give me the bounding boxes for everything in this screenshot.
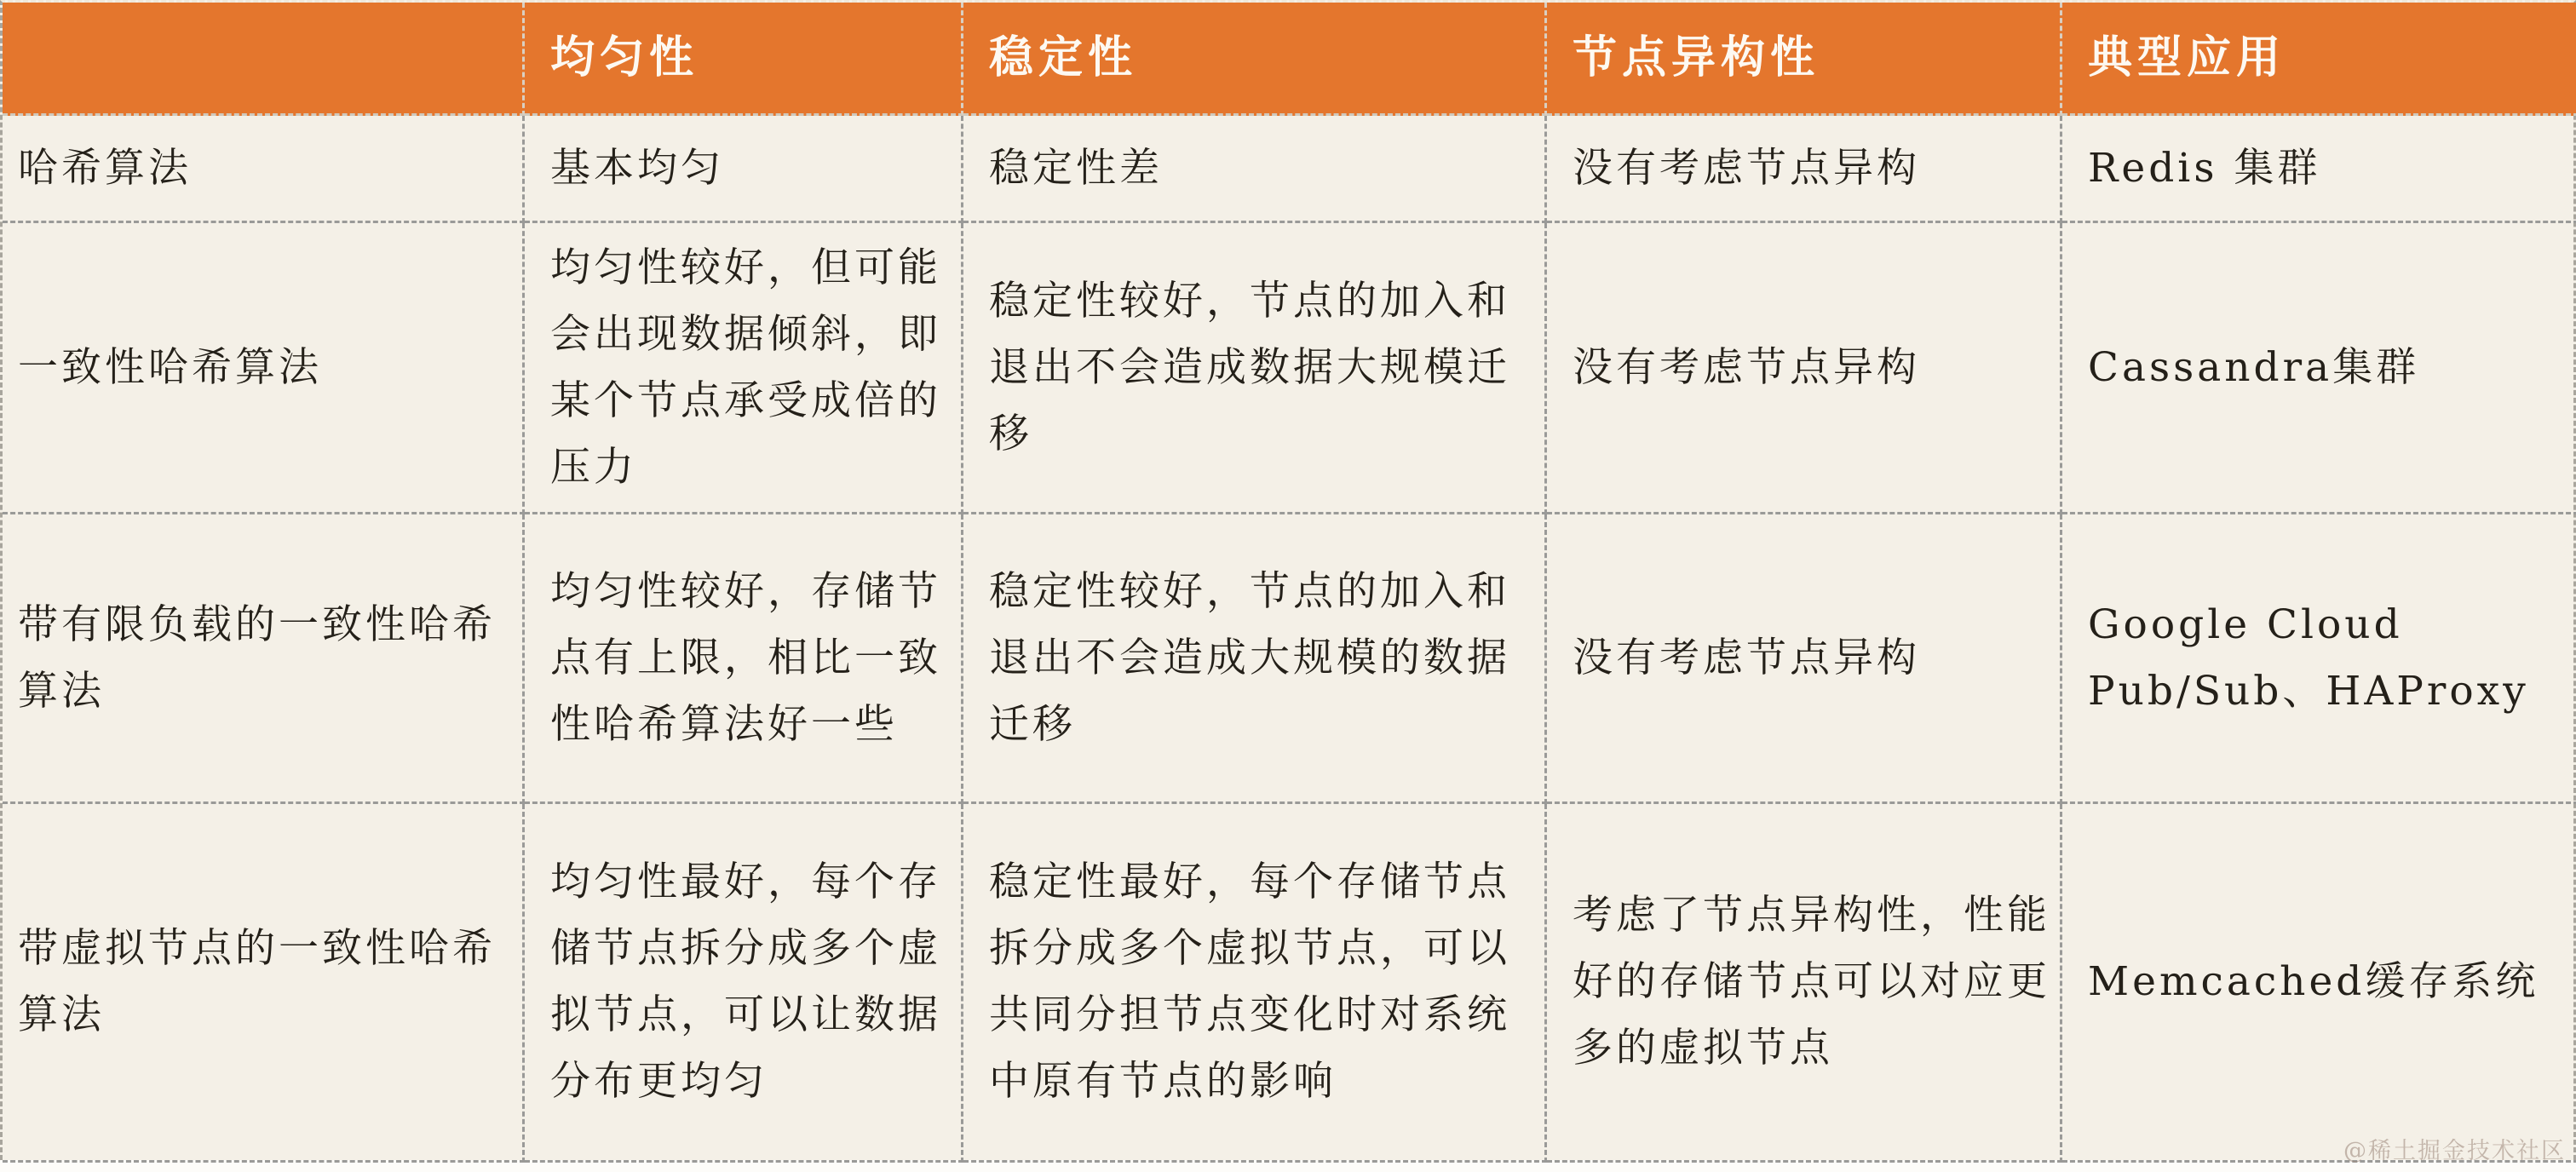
header-cell-stability: 稳定性 <box>963 3 1547 116</box>
row-hash-heterogeneity: 没有考虑节点异构 <box>1547 116 2062 223</box>
row-consistent-heterogeneity: 没有考虑节点异构 <box>1547 223 2062 514</box>
row-consistent-stability: 稳定性较好，节点的加入和退出不会造成数据大规模迁移 <box>963 223 1547 514</box>
header-cell-empty <box>3 3 525 116</box>
row-hash-name: 哈希算法 <box>3 116 525 223</box>
row-hash-stability: 稳定性差 <box>963 116 1547 223</box>
row-virtual-node-stability: 稳定性最好，每个存储节点拆分成多个虚拟节点，可以共同分担节点变化时对系统中原有节点的影响 <box>963 804 1547 1163</box>
header-cell-node-heterogeneity: 节点异构性 <box>1547 3 2062 116</box>
header-cell-uniformity: 均匀性 <box>525 3 963 116</box>
row-consistent-name: 一致性哈希算法 <box>3 223 525 514</box>
row-virtual-node-heterogeneity: 考虑了节点异构性，性能好的存储节点可以对应更多的虚拟节点 <box>1547 804 2062 1163</box>
row-hash-uniformity: 基本均匀 <box>525 116 963 223</box>
row-consistent-uniformity: 均匀性较好，但可能会出现数据倾斜，即某个节点承受成倍的压力 <box>525 223 963 514</box>
row-virtual-node-applications: Memcached缓存系统 <box>2062 804 2576 1163</box>
row-bounded-load-name: 带有限负载的一致性哈希算法 <box>3 514 525 804</box>
watermark: @稀土掘金技术社区 <box>2343 1138 2566 1164</box>
row-bounded-load-applications: Google Cloud Pub/Sub、HAProxy <box>2062 514 2576 804</box>
row-bounded-load-heterogeneity: 没有考虑节点异构 <box>1547 514 2062 804</box>
row-bounded-load-stability: 稳定性较好，节点的加入和退出不会造成大规模的数据迁移 <box>963 514 1547 804</box>
row-virtual-node-uniformity: 均匀性最好，每个存储节点拆分成多个虚拟节点，可以让数据分布更均匀 <box>525 804 963 1163</box>
row-virtual-node-name: 带虚拟节点的一致性哈希算法 <box>3 804 525 1163</box>
row-consistent-applications: Cassandra集群 <box>2062 223 2576 514</box>
row-bounded-load-uniformity: 均匀性较好，存储节点有上限，相比一致性哈希算法好一些 <box>525 514 963 804</box>
row-hash-applications: Redis 集群 <box>2062 116 2576 223</box>
header-cell-typical-applications: 典型应用 <box>2062 3 2576 116</box>
